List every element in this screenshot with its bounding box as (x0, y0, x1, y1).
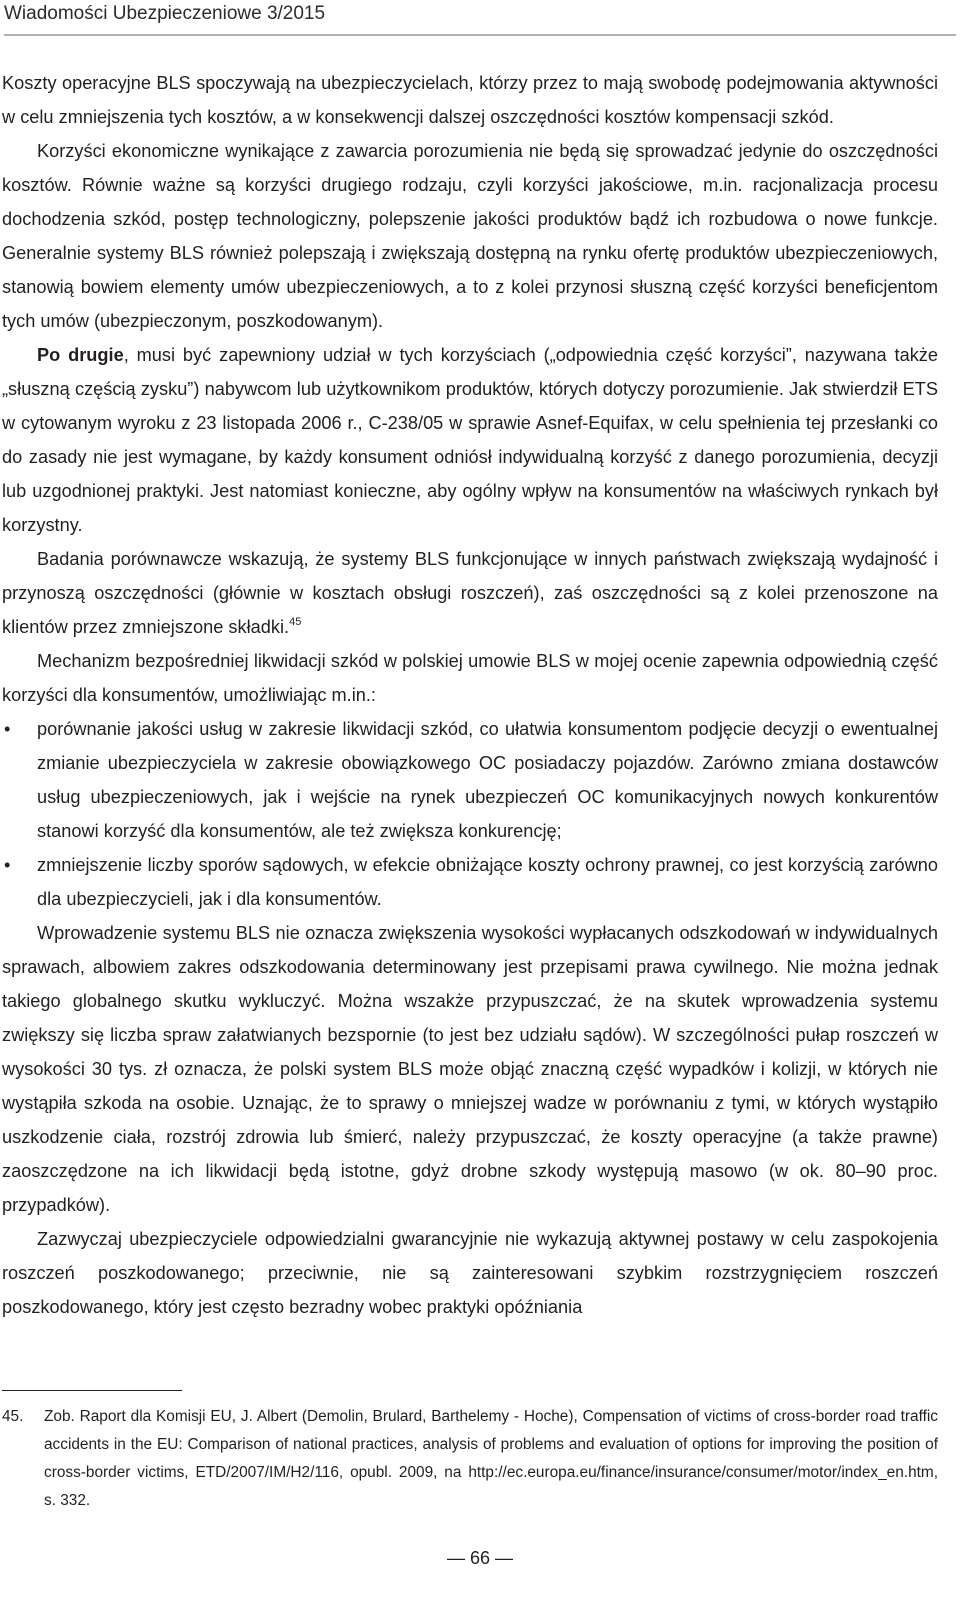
paragraph: Korzyści ekonomiczne wynikające z zawarcia porozumienia nie będą się sprowadzać jedynie do oszczędności kosztów. Równie ważne są korzyści drugiego rodzaju, czyli korzyści jakościowe, m.in. racjonalizacja procesu dochodzenia szkód, postęp technologiczny, polepszenie jakości produktów bądź ich rozbudowa o nowe funkcje. Generalnie systemy BLS również polepszają i zwiększają dostępną na rynku ofertę produktów ubezpieczeniowych, stanowią bowiem elementy umów ubezpieczeniowych, a to z kolei przynosi słuszną część korzyści beneficjentom tych umów (ubezpieczonym, poszkodowanym). (2, 141, 938, 331)
emphasis-lead: Po drugie (37, 345, 124, 365)
footnote-reference[interactable]: 45 (289, 616, 302, 628)
paragraph: Mechanizm bezpośredniej likwidacji szkód w polskiej umowie BLS w mojej ocenie zapewnia odpowiednią część korzyści dla konsumentów, umożliwiając m.in.: (2, 651, 938, 705)
bullet-icon: • (4, 719, 11, 739)
footnote-divider (2, 1390, 182, 1391)
footnote (2, 1403, 938, 1515)
journal-title: Wiadomości Ubezpieczeniowe 3/2015 (4, 3, 326, 24)
paragraph-text: , musi być zapewniony udział w tych korzyściach („odpowiednia część korzyści”, nazywana także „słuszną częścią zysku”) nabywcom lub użytkownikom produktów, których dotyczy porozumienie. Jak stwierdził ETS w cytowanym wyroku z 23 listopada 2006 r., C-238/05 w sprawie Asnef-Equifax, w celu spełnienia tej przesłanki co do zasady nie jest wymagane, by każdy konsument odniósł indywidualną korzyść z danego porozumienia, decyzji lub uzgodnionej praktyki. Jest natomiast konieczne, aby ogólny wpływ na konsumentów na właściwych rynkach był korzystny. (2, 345, 938, 535)
paragraph (2, 542, 938, 644)
bullet-list (2, 712, 938, 916)
article-body (2, 66, 938, 1324)
list-item-text: porównanie jakości usług w zakresie likwidacji szkód, co ułatwia konsumentom podjęcie decyzji o ewentualnej zmianie ubezpieczyciela w zakresie obowiązkowego OC posiadaczy pojazdów. Zarówno zmiana dostawców usług ubezpieczeniowych, jak i wejście na rynek ubezpieczeń OC komunikacyjnych nowych konkurentów stanowi korzyść dla konsumentów, ale też zwiększa konkurencję; (37, 719, 938, 841)
paragraph: Zazwyczaj ubezpieczyciele odpowiedzialni gwarancyjnie nie wykazują aktywnej postawy w celu zaspokojenia roszczeń poszkodowanego; przeciwnie, nie są zainteresowani szybkim rozstrzygnięciem roszczeń poszkodowanego, który jest często bezradny wobec praktyki opóźniania (2, 1229, 938, 1317)
paragraph (2, 338, 938, 542)
paragraph: Koszty operacyjne BLS spoczywają na ubezpieczycielach, którzy przez to mają swobodę podejmowania aktywności w celu zmniejszenia tych kosztów, a w konsekwencji dalszej oszczędności kosztów kompensacji szkód. (2, 73, 938, 127)
paragraph: Wprowadzenie systemu BLS nie oznacza zwiększenia wysokości wypłacanych odszkodowań w indywidualnych sprawach, albowiem zakres odszkodowania determinowany jest przepisami prawa cywilnego. Nie można jednak takiego globalnego skutku wykluczyć. Można wszakże przypuszczać, że na skutek wprowadzenia systemu zwiększy się liczba spraw załatwianych bezspornie (to jest bez udziału sądów). W szczególności pułap roszczeń w wysokości 30 tys. zł oznacza, że polski system BLS może objąć znaczną część wypadków i kolizji, w których nie wystąpiła szkoda na osobie. Uznając, że to sprawy o mniejszej wadze w porównaniu z tymi, w których wystąpiło uszkodzenie ciała, rozstrój zdrowia lub śmierć, należy przypuszczać, że koszty operacyjne (a także prawne) zaoszczędzone na ich likwidacji będą istotne, gdyż drobne szkody występują masowo (w ok. 80–90 proc. przypadków). (2, 923, 938, 1215)
list-item (4, 712, 938, 848)
paragraph-text: Badania porównawcze wskazują, że systemy BLS funkcjonujące w innych państwach zwiększają wydajność i przynoszą oszczędności (głównie w kosztach obsługi roszczeń), zaś oszczędności są z kolei przenoszone na klientów przez zmniejszone składki. (2, 549, 938, 637)
footnote-number: 45. (2, 1408, 24, 1425)
footnote-text: Zob. Raport dla Komisji EU, J. Albert (Demolin, Brulard, Barthelemy - Hoche), Compensation of victims of cross-border road traffic accidents in the EU: Comparison of national practices, analysis of problems and evaluation of options for improving the position of cross-border victims, ETD/2007/IM/H2/116, opubl. 2009, na http://ec.europa.eu/finance/insurance/consumer/motor/index_en.htm, s. 332. (44, 1408, 938, 1509)
list-item (4, 848, 938, 916)
page-number: — 66 — (446, 1548, 514, 1568)
header-divider (4, 34, 956, 36)
list-item-text: zmniejszenie liczby sporów sądowych, w efekcie obniżające koszty ochrony prawnej, co jest korzyścią zarówno dla ubezpieczycieli, jak i dla konsumentów. (37, 855, 938, 909)
page-header (4, 0, 956, 36)
bullet-icon: • (4, 855, 11, 875)
